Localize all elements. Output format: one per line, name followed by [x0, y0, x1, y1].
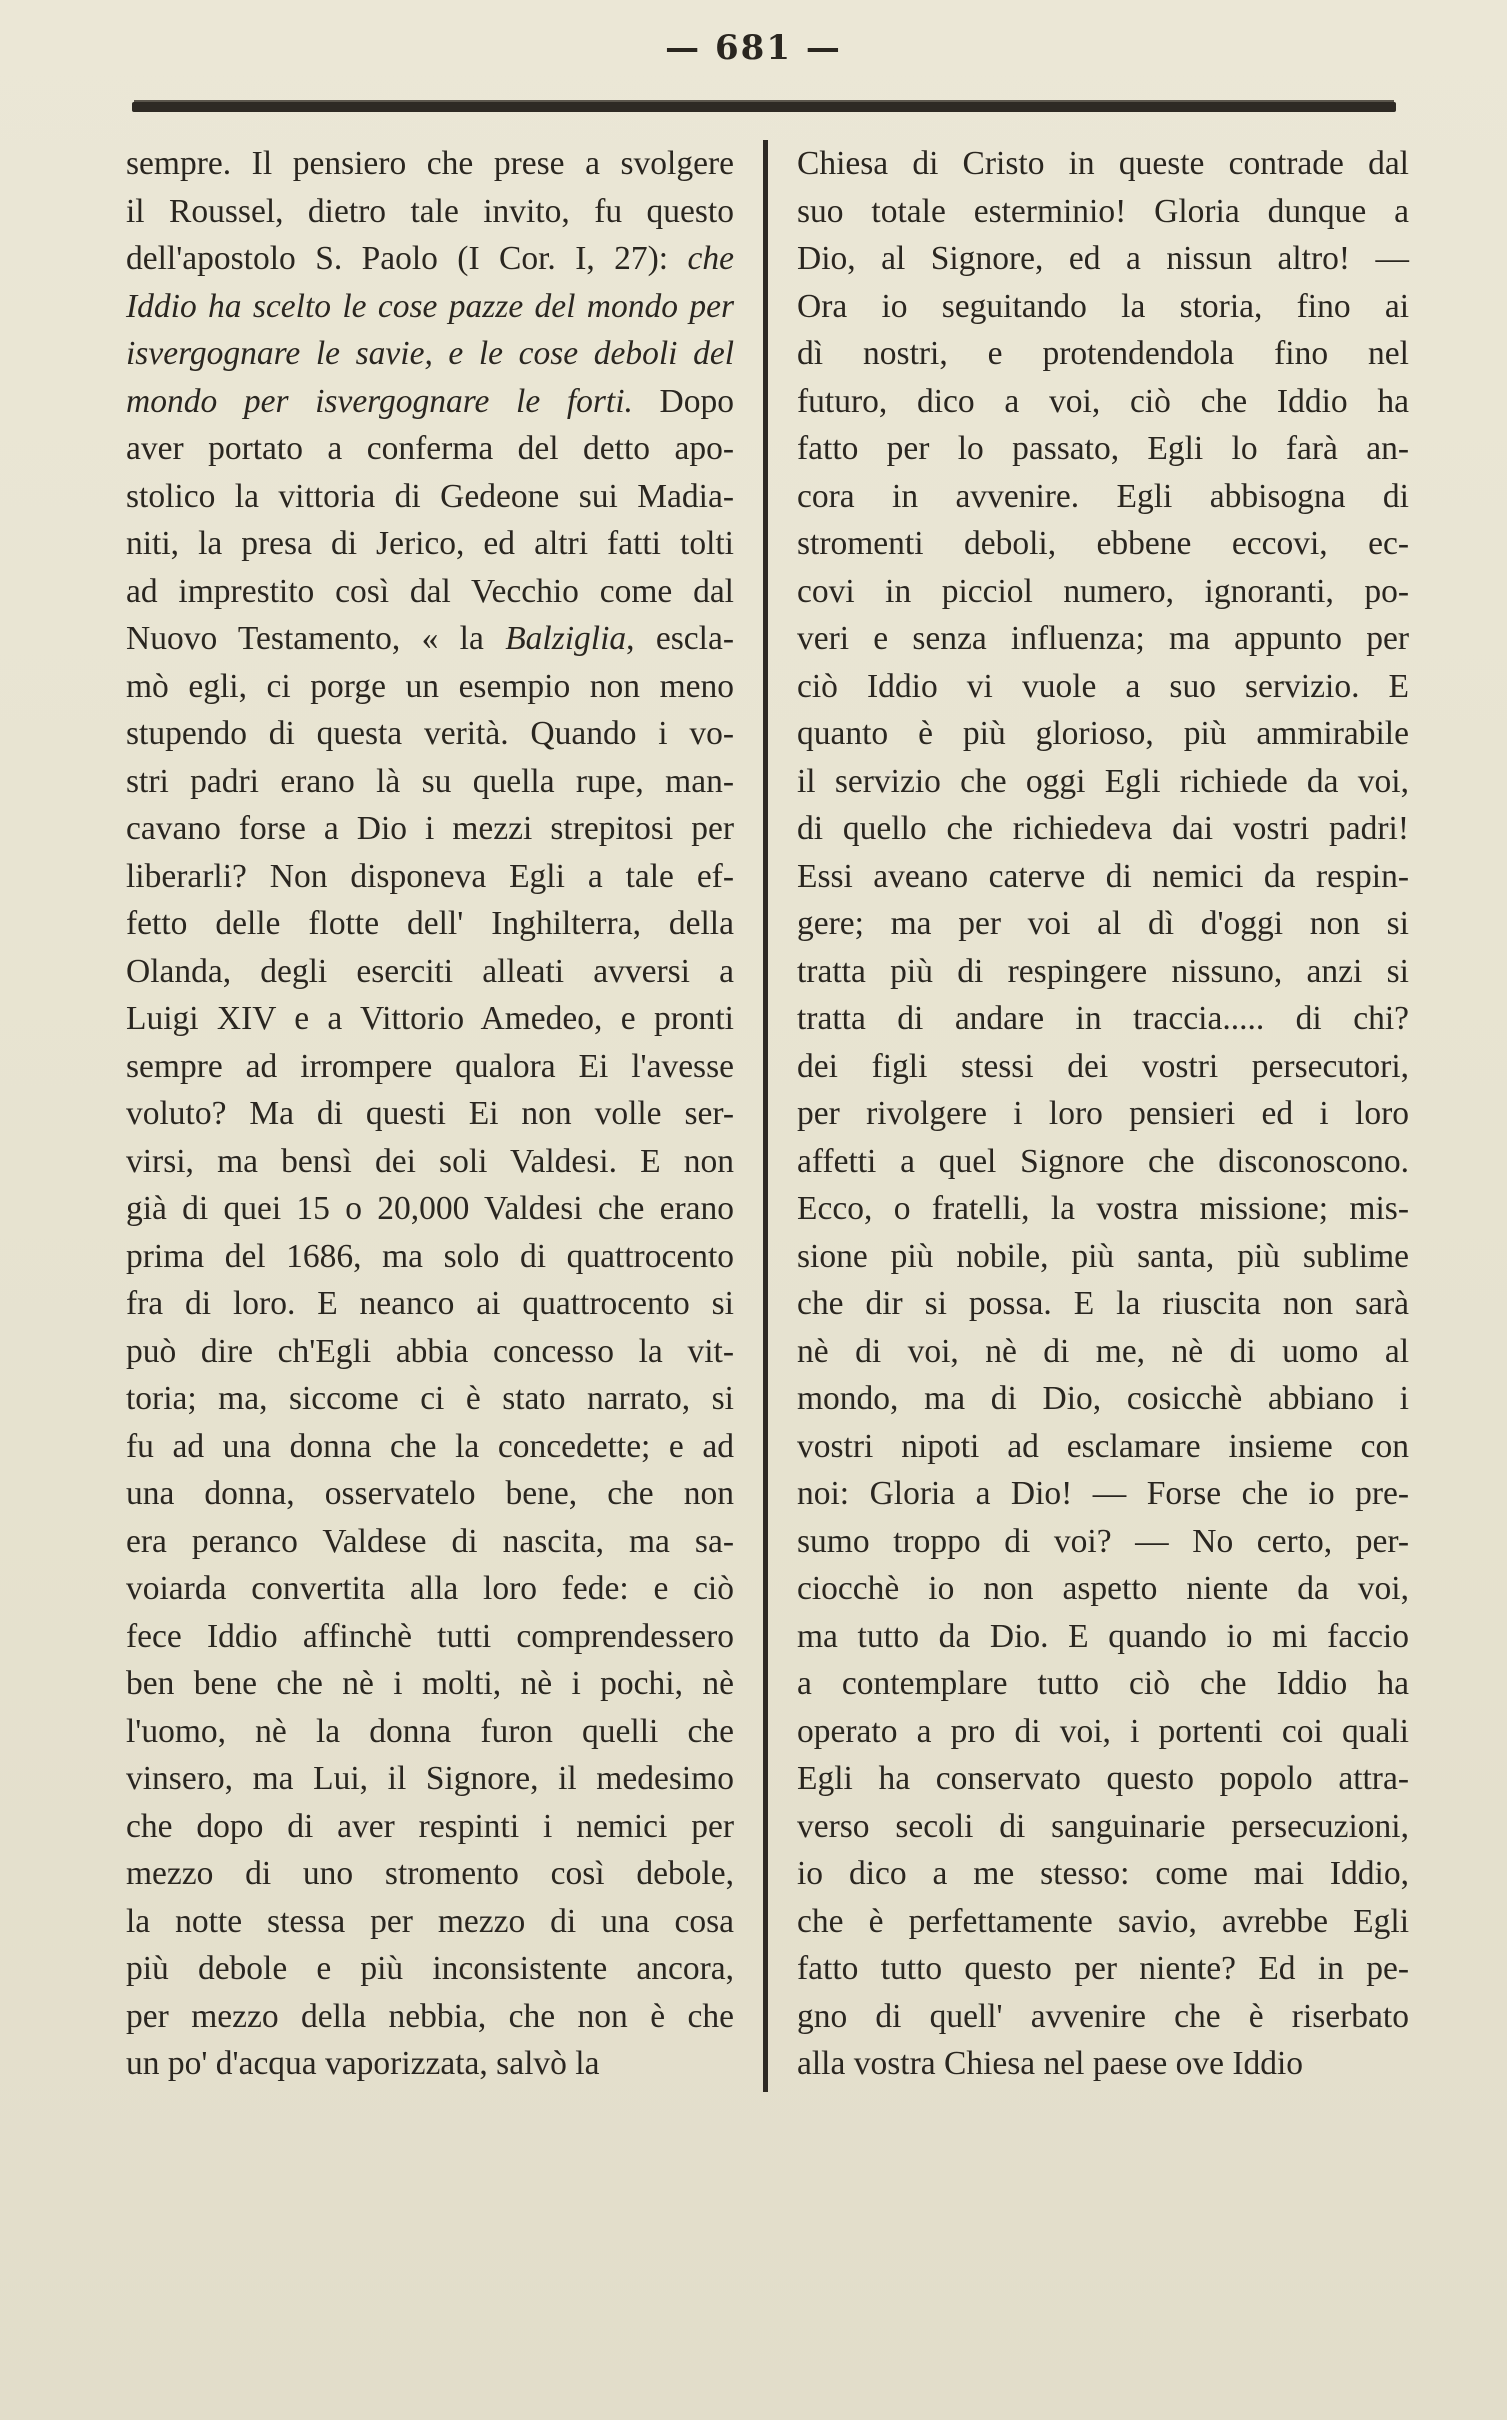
text-line: Olanda, degli eserciti alleati avversi a [126, 952, 734, 990]
left-text-column [126, 140, 734, 2088]
text-line: fatto tutto questo per niente? Ed in pe- [797, 1950, 1409, 1987]
text-line: per rivolgere i loro pensieri ed i loro [797, 1095, 1409, 1132]
text-line [126, 330, 734, 378]
text-line: per mezzo della nebbia, che non è che [126, 1997, 734, 2035]
text-line: era peranco Valdese di nascita, ma sa- [126, 1522, 734, 1560]
text-line: aver portato a conferma del detto apo- [126, 430, 734, 467]
text-line: stolico la vittoria di Gedeone sui Madia- [126, 477, 734, 515]
text-line: Ecco, o fratelli, la vostra missione; mis- [797, 1190, 1409, 1227]
text-line: il Roussel, dietro tale invito, fu questo [126, 192, 734, 230]
page-number: — 681 — [665, 28, 842, 68]
italic-text: isvergognare le savie, e le cose deboli del [126, 335, 734, 372]
text-line: io dico a me stesso: come mai Iddio, [797, 1855, 1409, 1892]
text-line: affetti a quel Signore che disconoscono. [797, 1142, 1409, 1180]
text-line: mezzo di uno stromento così debole, [126, 1855, 734, 1892]
text-line [126, 283, 734, 331]
text-line: fece Iddio affinchè tutti comprendessero [126, 1617, 734, 1655]
text-line: Egli ha conservato questo popolo attra- [797, 1760, 1409, 1797]
italic-text: mondo per isvergognare le forti. [126, 382, 633, 420]
text-line: quanto è più glorioso, più ammirabile [797, 715, 1409, 752]
text-line: stromenti deboli, ebbene eccovi, ec- [797, 525, 1409, 562]
text-line: dell'apostolo S. Paolo (I Cor. I, 27): che [126, 240, 734, 277]
text-line: virsi, ma bensì dei soli Valdesi. E non [126, 1142, 734, 1180]
text-line: una donna, osservatelo bene, che non [126, 1475, 734, 1512]
text-line: il servizio che oggi Egli richiede da voi, [797, 762, 1409, 800]
text-line: fu ad una donna che la concedette; e ad [126, 1427, 734, 1465]
text-line: suo totale esterminio! Gloria dunque a [797, 192, 1409, 230]
text-line: mò egli, ci porge un esempio non meno [126, 667, 734, 705]
text-line: veri e senza influenza; ma appunto per [797, 620, 1409, 657]
text-line: verso secoli di sanguinarie persecuzioni, [797, 1807, 1409, 1845]
text-line: Luigi XIV e a Vittorio Amedeo, e pronti [126, 1000, 734, 1037]
text-line: tratta più di respingere nissuno, anzi si [797, 952, 1409, 990]
text-line: operato a pro di voi, i portenti coi quali [797, 1712, 1409, 1750]
text-line: mondo, ma di Dio, cosicchè abbiano i [797, 1380, 1409, 1417]
text-line: voluto? Ma di questi Ei non volle ser- [126, 1095, 734, 1132]
text-line: ciò Iddio vi vuole a suo servizio. E [797, 667, 1409, 705]
text-line: stupendo di questa verità. Quando i vo- [126, 715, 734, 752]
text-line: ben bene che nè i molti, nè i pochi, nè [126, 1665, 734, 1702]
text-line: nè di voi, nè di me, nè di uomo al [797, 1332, 1409, 1370]
text-line: dì nostri, e protendendola fino nel [797, 335, 1409, 372]
text-line: niti, la presa di Jerico, ed altri fatti tolti [126, 525, 734, 562]
text-line: che è perfettamente savio, avrebbe Egli [797, 1902, 1409, 1940]
text-line: mondo per isvergognare le forti. Dopo [126, 382, 734, 420]
text-line: ma tutto da Dio. E quando io mi faccio [797, 1617, 1409, 1655]
text-line: che dopo di aver respinti i nemici per [126, 1807, 734, 1845]
text-line: toria; ma, siccome ci è stato narrato, si [126, 1380, 734, 1417]
text-line: Chiesa di Cristo in queste contrade dal [797, 145, 1409, 182]
text-line: Dio, al Signore, ed a nissun altro! — [797, 240, 1409, 277]
text-line: sumo troppo di voi? — No certo, per- [797, 1522, 1409, 1560]
text-line: voiarda convertita alla loro fede: e ciò [126, 1570, 734, 1607]
text-line: Nuovo Testamento, « la Balziglia, escla- [126, 620, 734, 657]
text-line: cavano forse a Dio i mezzi strepitosi per [126, 810, 734, 847]
text-line: dei figli stessi dei vostri persecutori, [797, 1047, 1409, 1085]
text-line: vostri nipoti ad esclamare insieme con [797, 1427, 1409, 1465]
text-line: di quello che richiedeva dai vostri padri! [797, 810, 1409, 847]
text-line: ciocchè io non aspetto niente da voi, [797, 1570, 1409, 1607]
text-line: prima del 1686, ma solo di quattrocento [126, 1237, 734, 1275]
text-line: Essi aveano caterve di nemici da respin- [797, 857, 1409, 895]
text-line: cora in avvenire. Egli abbisogna di [797, 477, 1409, 515]
text-line: fra di loro. E neanco ai quattrocento si [126, 1285, 734, 1322]
text-line: la notte stessa per mezzo di una cosa [126, 1902, 734, 1940]
text-line: gere; ma per voi al dì d'oggi non si [797, 905, 1409, 942]
text-line: un po' d'acqua vaporizzata, salvò la [126, 2045, 600, 2082]
text-line: sempre. Il pensiero che prese a svolgere [126, 145, 734, 182]
header-rule [132, 102, 1396, 112]
text-line: ad imprestito così dal Vecchio come dal [126, 572, 734, 610]
text-line: alla vostra Chiesa nel paese ove Iddio [797, 2045, 1304, 2082]
text-line: noi: Gloria a Dio! — Forse che io pre- [797, 1475, 1409, 1512]
text-line: vinsero, ma Lui, il Signore, il medesimo [126, 1760, 734, 1797]
text-line: sempre ad irrompere qualora Ei l'avesse [126, 1047, 734, 1085]
text-line: tratta di andare in traccia..... di chi? [797, 1000, 1409, 1037]
text-line: può dire ch'Egli abbia concesso la vit- [126, 1332, 734, 1370]
text-line: che dir si possa. E la riuscita non sarà [797, 1285, 1409, 1322]
right-text-column [797, 140, 1409, 2088]
text-line: liberarli? Non disponeva Egli a tale ef- [126, 857, 734, 895]
text-line: l'uomo, nè la donna furon quelli che [126, 1712, 734, 1750]
text-line: stri padri erano là su quella rupe, man- [126, 762, 734, 800]
column-divider [763, 140, 768, 2092]
text-line: futuro, dico a voi, ciò che Iddio ha [797, 382, 1409, 420]
text-line: più debole e più inconsistente ancora, [126, 1950, 734, 1987]
text-line: Ora io seguitando la storia, fino ai [797, 287, 1409, 325]
italic-text: che [687, 240, 734, 277]
text-line: a contemplare tutto ciò che Iddio ha [797, 1665, 1409, 1702]
text-line: covi in picciol numero, ignoranti, po- [797, 572, 1409, 610]
italic-text: Iddio ha scelto le cose pazze del mondo per [126, 287, 734, 325]
italic-text: Balziglia [505, 620, 627, 657]
text-line: sione più nobile, più santa, più sublime [797, 1237, 1409, 1275]
text-line: già di quei 15 o 20,000 Valdesi che erano [126, 1190, 734, 1227]
text-line: gno di quell' avvenire che è riserbato [797, 1997, 1409, 2035]
text-line: fatto per lo passato, Egli lo farà an- [797, 430, 1409, 467]
text-line: fetto delle flotte dell' Inghilterra, della [126, 905, 734, 942]
